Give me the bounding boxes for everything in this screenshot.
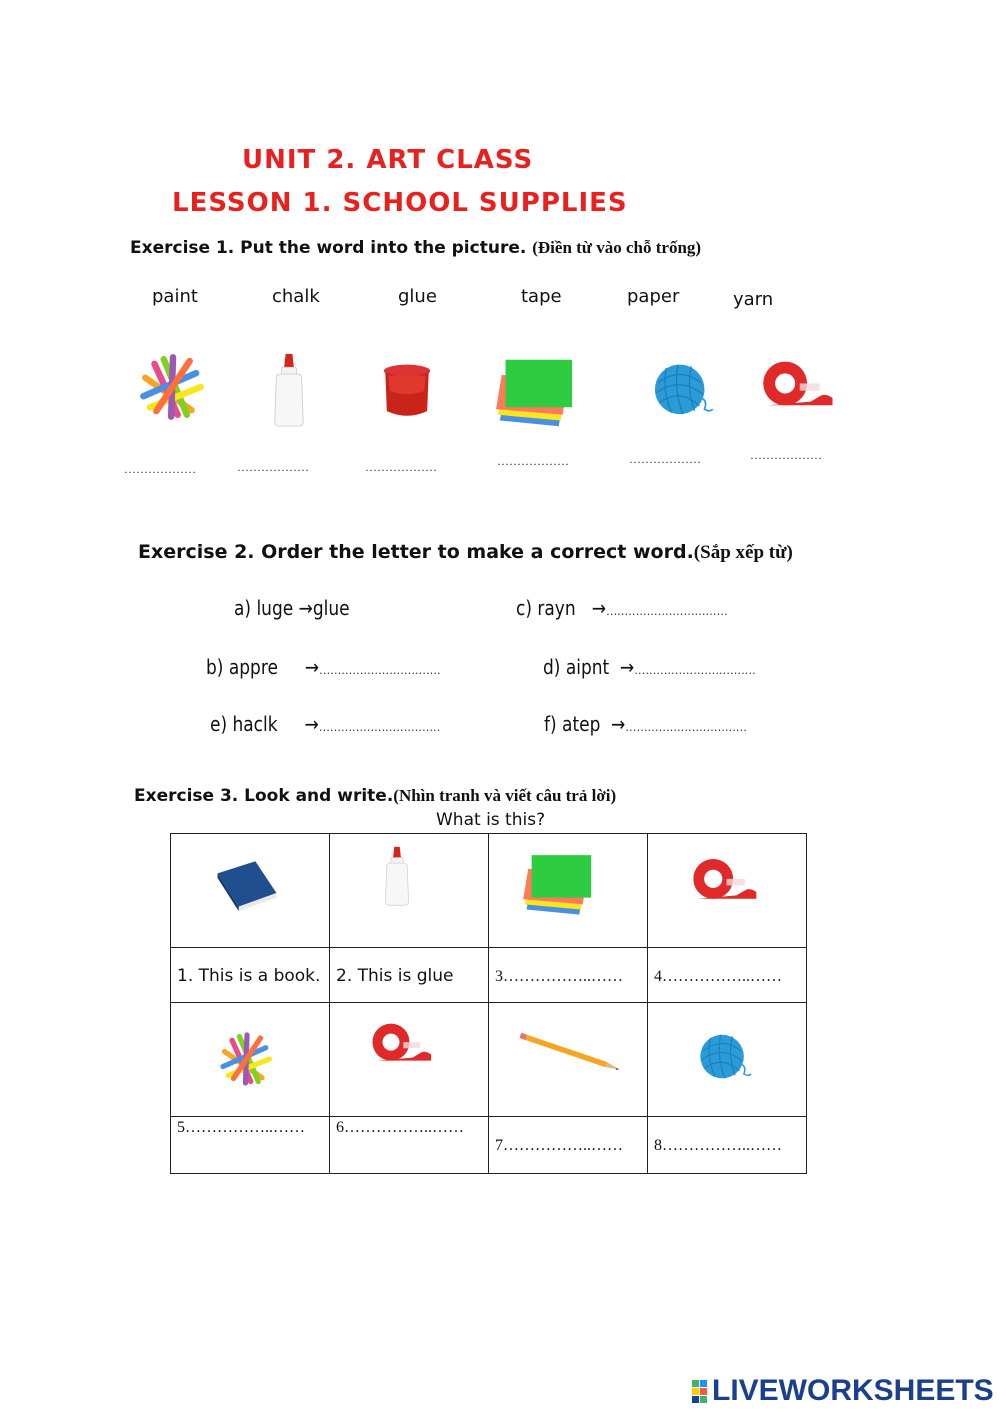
- yarn-ball-icon: [646, 358, 720, 424]
- answer-blank[interactable]: 7……………..……: [495, 1137, 623, 1154]
- answer-cell: [330, 948, 489, 1003]
- word-yarn: yarn: [733, 289, 774, 310]
- answer-cell[interactable]: [171, 1117, 330, 1174]
- paint-jar-icon: [376, 354, 438, 428]
- word-tape: tape: [521, 286, 562, 307]
- picture-row: [171, 834, 807, 948]
- order-item-f: [544, 712, 747, 736]
- order-item-b: [206, 655, 441, 679]
- blank-2[interactable]: ………………: [237, 460, 309, 474]
- item-label: a) luge: [234, 596, 294, 620]
- answer-blank[interactable]: 5……………..……: [177, 1119, 305, 1136]
- answer-blank[interactable]: ……………………………: [319, 662, 441, 677]
- yarn-ball-icon: [692, 1029, 758, 1087]
- exercise1-heading: [130, 238, 701, 258]
- blank-5[interactable]: ………………: [629, 452, 701, 466]
- blank-4[interactable]: ………………: [497, 454, 569, 468]
- picture-cell: [648, 1003, 807, 1117]
- paper-stack-icon: [492, 354, 578, 430]
- answer-text: 1. This is a book.: [177, 966, 321, 986]
- exercise1-heading-text: Exercise 1. Put the word into the picture.: [130, 238, 527, 258]
- chalk-icon: [217, 1029, 277, 1089]
- item-label: c) rayn: [516, 596, 576, 620]
- answer-blank[interactable]: 6……………..……: [336, 1119, 464, 1136]
- exercise2-heading-text: Exercise 2. Order the letter to make a correct word.: [138, 541, 694, 563]
- unit-title: UNIT 2. ART CLASS: [242, 145, 534, 175]
- item-answer: glue: [312, 596, 350, 620]
- tape-dispenser-icon: [756, 356, 838, 420]
- exercise3-question: What is this?: [436, 810, 546, 830]
- answer-blank[interactable]: ……………………………: [625, 719, 747, 734]
- arrow-icon: →: [591, 596, 607, 620]
- tape-dispenser-icon: [366, 1019, 436, 1073]
- arrow-icon: →: [298, 596, 313, 620]
- answer-blank[interactable]: ……………………………: [318, 719, 441, 734]
- answer-cell[interactable]: [489, 948, 648, 1003]
- blank-6[interactable]: ………………: [750, 448, 822, 462]
- answer-cell[interactable]: [330, 1117, 489, 1174]
- picture-cell: [648, 834, 807, 948]
- arrow-icon: →: [611, 712, 626, 736]
- paper-stack-icon: [515, 850, 601, 918]
- order-item-e: [210, 712, 440, 736]
- picture-cell: [489, 1003, 648, 1117]
- exercise3-heading-text: Exercise 3. Look and write.: [134, 786, 394, 806]
- answer-cell[interactable]: [648, 1117, 807, 1174]
- exercise2-heading: [138, 541, 793, 564]
- item-label: d) aipnt: [543, 655, 610, 679]
- pencil-icon: [515, 1027, 625, 1075]
- answer-cell[interactable]: [648, 948, 807, 1003]
- answer-cell[interactable]: [489, 1117, 648, 1174]
- word-chalk: chalk: [272, 286, 320, 307]
- item-label: e) haclk: [210, 712, 278, 736]
- answer-blank[interactable]: 3……………..……: [495, 968, 623, 985]
- answer-blank[interactable]: 4……………..……: [654, 968, 782, 985]
- order-item-d: [543, 655, 756, 679]
- exercise3-table: [170, 833, 807, 1174]
- arrow-icon: →: [620, 655, 635, 679]
- logo-text: LIVEWORKSHEETS: [712, 1374, 994, 1407]
- picture-cell: [330, 834, 489, 948]
- answer-row: [171, 948, 807, 1003]
- blank-3[interactable]: ………………: [365, 460, 437, 474]
- answer-blank[interactable]: ……………………………: [606, 603, 728, 618]
- answer-blank[interactable]: ……………………………: [634, 662, 756, 677]
- answer-cell: [171, 948, 330, 1003]
- blank-1[interactable]: ………………: [124, 462, 196, 476]
- item-label: f) atep: [544, 712, 601, 736]
- word-paint: paint: [152, 286, 198, 307]
- glue-bottle-icon: [380, 844, 414, 908]
- picture-cell: [171, 1003, 330, 1117]
- answer-text: 2. This is glue: [336, 966, 454, 986]
- order-item-c: [516, 596, 728, 620]
- word-glue: glue: [398, 286, 437, 307]
- picture-cell: [489, 834, 648, 948]
- exercise1-heading-vn: (Điền từ vào chỗ trống): [532, 238, 702, 257]
- picture-cell: [171, 834, 330, 948]
- word-paper: paper: [627, 286, 680, 307]
- book-icon: [213, 856, 281, 918]
- tape-dispenser-icon: [684, 854, 764, 912]
- lesson-title: LESSON 1. SCHOOL SUPPLIES: [172, 188, 628, 218]
- exercise2-heading-vn: (Sắp xếp từ): [693, 542, 793, 563]
- answer-row: [171, 1117, 807, 1174]
- exercise3-heading-vn: (Nhìn tranh và viết câu trả lời): [393, 786, 617, 805]
- picture-cell: [330, 1003, 489, 1117]
- answer-blank[interactable]: 8……………..……: [654, 1137, 782, 1154]
- exercise3-heading: [134, 786, 616, 806]
- item-label: b) appre: [206, 655, 278, 679]
- arrow-icon: →: [304, 655, 320, 679]
- picture-row: [171, 1003, 807, 1117]
- arrow-icon: →: [304, 712, 319, 736]
- order-item-a: [234, 596, 350, 620]
- glue-bottle-icon: [268, 350, 310, 430]
- chalk-icon: [136, 350, 210, 424]
